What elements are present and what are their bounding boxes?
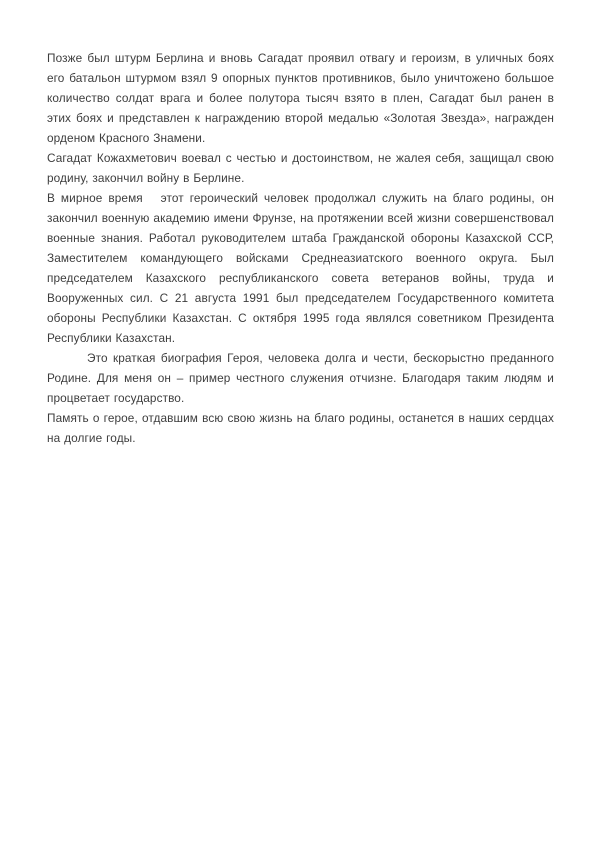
paragraph-fought-with-honor: Сагадат Кожахметович воевал с честью и достоинством, не жалея себя, защищал свою родину, закончил войну в Берлине. — [47, 151, 554, 185]
paragraph-berlin-assault: Позже был штурм Берлина и вновь Сагадат проявил отвагу и героизм, в уличных боях его батальон штурмом взял 9 опорных пунктов противников, было уничтожено большое количество солдат врага и более полутора тысяч взято в плен, Сагадат был ранен в этих боях и представлен к награждению второй медалью «Золотая Звезда», награжден орденом Красного Знамени. — [47, 51, 554, 145]
paragraph-short-biography: Это краткая биография Героя, человека долга и чести, бескорыстно преданного Родине. Для меня он – пример честного служения отчизне. Благодаря таким людям и процветает государство. — [47, 351, 554, 405]
paragraph-memory-of-hero: Память о герое, отдавшим всю свою жизнь на благо родины, останется в наших сердцах на долгие годы. — [47, 411, 554, 445]
paragraph-peacetime-service: В мирное время этот героический человек продолжал служить на благо родины, он закончил военную академию имени Фрунзе, на протяжении всей жизни совершенствовал военные знания. Работал руководителем штаба Гражданской обороны Казахской ССР, Заместителем командующего войсками Среднеазиатского военного округа. Был председателем Казахского республиканского совета ветеранов войны, труда и Вооруженных сил. С 21 августа 1991 был председателем Государственного комитета обороны Республики Казахстан. С октября 1995 года являлся советником Президента Республики Казахстан. — [47, 191, 554, 345]
